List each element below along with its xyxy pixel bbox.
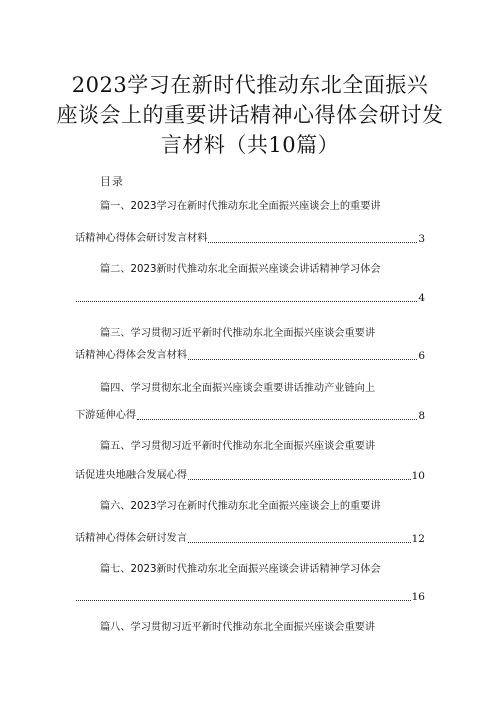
- toc-page-number: 6: [418, 350, 425, 362]
- toc-entry-text: 话精神心得体会发言材料: [75, 350, 188, 361]
- toc-entry-3-title[interactable]: 篇三、学习贯彻习近平新时代推动东北全面振兴座谈会重要讲: [100, 328, 376, 339]
- toc-page-number: 12: [411, 533, 425, 545]
- toc-page-number: 3: [418, 233, 425, 245]
- title-line-1: 2023学习在新时代推动东北全面振兴: [71, 73, 429, 97]
- dot-leader: [76, 300, 417, 302]
- toc-entry-4-continuation[interactable]: [75, 409, 425, 423]
- toc-entry-1-continuation[interactable]: [75, 232, 425, 246]
- toc-entry-text: 话促进央地融合发展心得: [75, 470, 188, 481]
- document-title: [40, 70, 460, 160]
- toc-entry-7-title[interactable]: 篇七、2023新时代推动东北全面振兴座谈会讲话精神学习体会: [100, 564, 381, 575]
- dot-leader: [188, 358, 417, 360]
- toc-page-number: 16: [411, 591, 425, 603]
- toc-entry-2-continuation[interactable]: [75, 291, 425, 305]
- toc-entry-text: 下游延伸心得: [75, 410, 137, 421]
- toc-entry-8-title[interactable]: 篇八、学习贯彻习近平新时代推动东北全面振兴座谈会重要讲: [100, 622, 376, 633]
- toc-entry-6-continuation[interactable]: [75, 532, 425, 546]
- toc-entry-4-title[interactable]: 篇四、学习贯彻东北全面振兴座谈会重要讲话推动产业链向上: [100, 383, 376, 394]
- toc-entry-6-title[interactable]: 篇六、2023学习在新时代推动东北全面振兴座谈会上的重要讲: [100, 501, 381, 512]
- toc-entry-1-title[interactable]: 篇一、2023学习在新时代推动东北全面振兴座谈会上的重要讲: [100, 201, 381, 212]
- toc-heading: 目录: [100, 175, 124, 188]
- toc-page-number: 4: [418, 292, 425, 304]
- toc-page-number: 8: [418, 410, 425, 422]
- title-line-2: 座谈会上的重要讲话精神心得体会研讨发: [56, 103, 444, 127]
- toc-entry-text: 话精神心得体会研讨发言: [75, 533, 188, 544]
- dot-leader: [137, 418, 417, 420]
- dot-leader: [208, 241, 417, 243]
- title-line-3: 言材料（共10篇）: [160, 133, 340, 157]
- toc-entry-7-continuation[interactable]: [75, 590, 425, 604]
- toc-entry-5-continuation[interactable]: [75, 469, 425, 483]
- toc-page-number: 10: [411, 470, 425, 482]
- dot-leader: [188, 478, 411, 480]
- dot-leader: [76, 599, 411, 601]
- toc-entry-2-title[interactable]: 篇二、2023新时代推动东北全面振兴座谈会讲话精神学习体会: [100, 264, 381, 275]
- toc-entry-text: 话精神心得体会研讨发言材料: [75, 233, 208, 244]
- dot-leader: [188, 541, 411, 543]
- toc-entry-5-title[interactable]: 篇五、学习贯彻习近平新时代推动东北全面振兴座谈会重要讲: [100, 441, 376, 452]
- toc-entry-3-continuation[interactable]: [75, 349, 425, 363]
